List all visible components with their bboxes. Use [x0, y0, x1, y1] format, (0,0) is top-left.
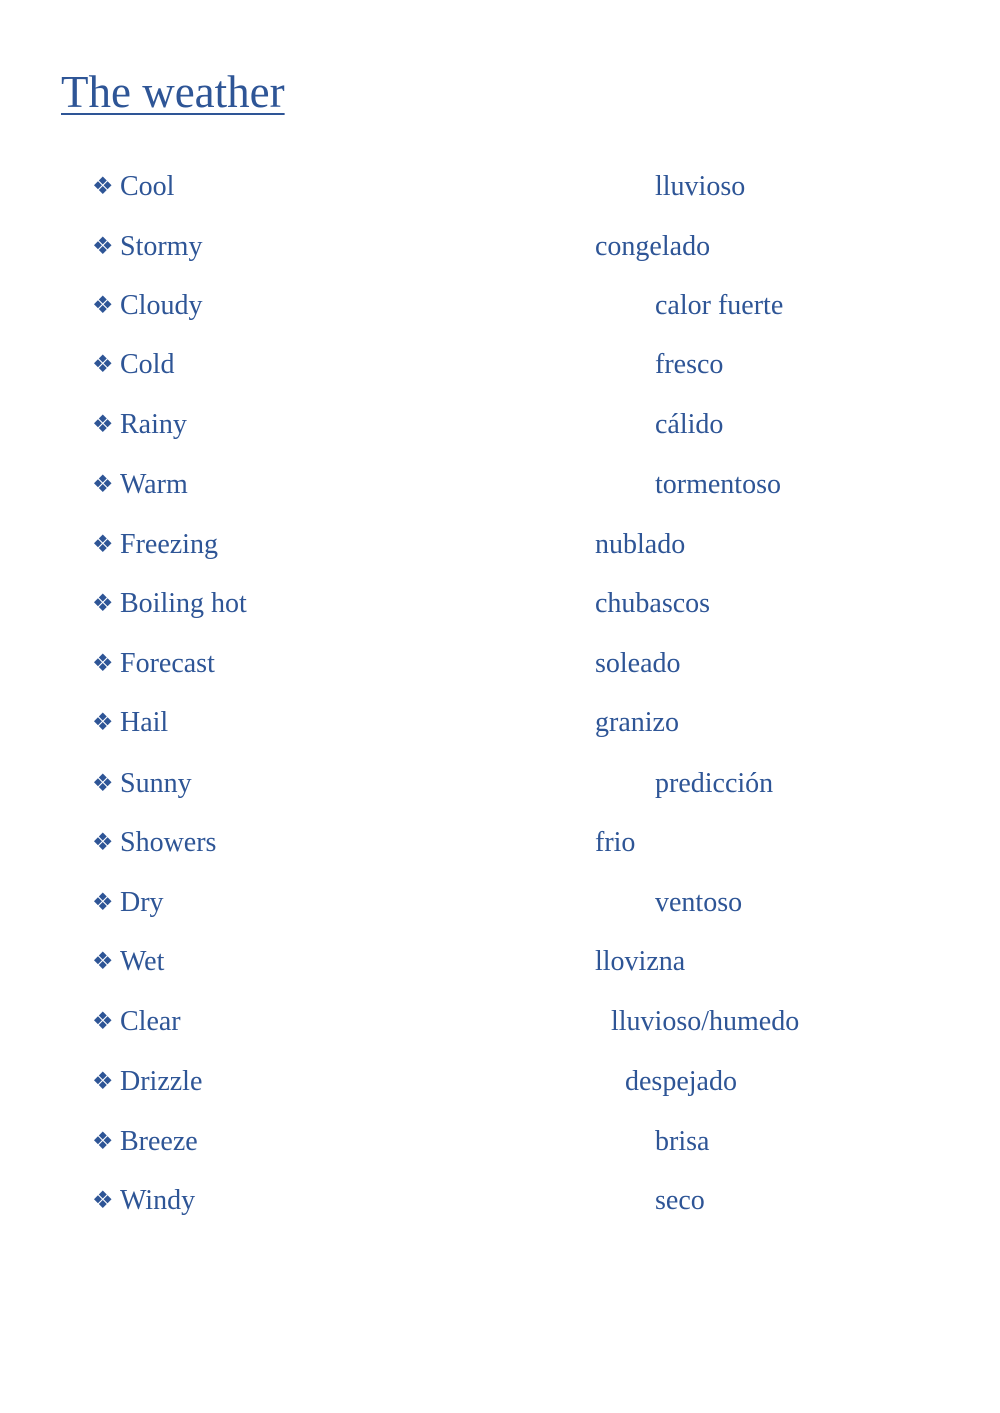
four-diamond-bullet-icon: ❖ — [92, 651, 114, 677]
list-item — [0, 938, 1000, 986]
english-term — [92, 580, 247, 628]
english-term — [92, 640, 215, 688]
english-term — [92, 282, 202, 330]
english-term — [92, 1118, 198, 1166]
english-term — [92, 938, 164, 986]
list-item — [0, 341, 1000, 389]
spanish-term: soleado — [595, 648, 681, 679]
spanish-term: chubascos — [595, 588, 711, 619]
english-word: Cool — [120, 171, 175, 202]
english-word: Showers — [120, 827, 217, 858]
four-diamond-bullet-icon: ❖ — [92, 1129, 114, 1155]
four-diamond-bullet-icon: ❖ — [92, 532, 114, 558]
spanish-term: despejado — [625, 1066, 737, 1097]
list-item — [0, 998, 1000, 1046]
list-item — [0, 640, 1000, 688]
spanish-term: llovizna — [595, 946, 686, 977]
spanish-term: lluvioso/humedo — [611, 1006, 800, 1037]
english-term — [92, 163, 174, 211]
english-word: Stormy — [120, 231, 203, 262]
spanish-term: predicción — [655, 768, 774, 799]
english-term — [92, 461, 188, 509]
four-diamond-bullet-icon: ❖ — [92, 1188, 114, 1214]
four-diamond-bullet-icon: ❖ — [92, 1009, 114, 1035]
list-item — [0, 401, 1000, 449]
four-diamond-bullet-icon: ❖ — [92, 1069, 114, 1095]
list-item — [0, 1058, 1000, 1106]
english-word: Freezing — [120, 529, 218, 560]
list-item — [0, 521, 1000, 569]
english-word: Sunny — [120, 768, 192, 799]
four-diamond-bullet-icon: ❖ — [92, 472, 114, 498]
spanish-term: calor fuerte — [655, 290, 784, 321]
four-diamond-bullet-icon: ❖ — [92, 412, 114, 438]
spanish-term: granizo — [595, 707, 679, 738]
english-word: Windy — [120, 1185, 196, 1216]
list-item — [0, 699, 1000, 747]
list-item — [0, 760, 1000, 808]
english-term — [92, 760, 192, 808]
english-word: Dry — [120, 887, 164, 918]
english-word: Cold — [120, 349, 175, 380]
four-diamond-bullet-icon: ❖ — [92, 174, 114, 200]
four-diamond-bullet-icon: ❖ — [92, 890, 114, 916]
spanish-term: tormentoso — [655, 469, 781, 500]
english-term — [92, 879, 164, 927]
english-term — [92, 401, 187, 449]
spanish-term: congelado — [595, 231, 711, 262]
english-term — [92, 341, 174, 389]
english-word: Cloudy — [120, 290, 203, 321]
english-term — [92, 521, 218, 569]
english-term — [92, 223, 202, 271]
four-diamond-bullet-icon: ❖ — [92, 710, 114, 736]
list-item — [0, 1177, 1000, 1225]
list-item — [0, 282, 1000, 330]
four-diamond-bullet-icon: ❖ — [92, 352, 114, 378]
four-diamond-bullet-icon: ❖ — [92, 293, 114, 319]
english-word: Clear — [120, 1006, 181, 1037]
four-diamond-bullet-icon: ❖ — [92, 591, 114, 617]
english-word: Drizzle — [120, 1066, 203, 1097]
list-item — [0, 879, 1000, 927]
list-item — [0, 580, 1000, 628]
page-title: The weather — [61, 67, 285, 117]
english-term — [92, 819, 216, 867]
spanish-term: cálido — [655, 409, 724, 440]
english-word: Rainy — [120, 409, 187, 440]
english-word: Hail — [120, 707, 169, 738]
spanish-term: frio — [595, 827, 636, 858]
spanish-term: nublado — [595, 529, 686, 560]
list-item — [0, 1118, 1000, 1166]
spanish-term: ventoso — [655, 887, 743, 918]
four-diamond-bullet-icon: ❖ — [92, 830, 114, 856]
spanish-term: fresco — [655, 349, 724, 380]
list-item — [0, 163, 1000, 211]
spanish-term: seco — [655, 1185, 705, 1216]
four-diamond-bullet-icon: ❖ — [92, 949, 114, 975]
english-word: Forecast — [120, 648, 215, 679]
list-item — [0, 819, 1000, 867]
english-word: Breeze — [120, 1126, 198, 1157]
list-item — [0, 461, 1000, 509]
english-word: Wet — [120, 946, 165, 977]
english-term — [92, 1177, 195, 1225]
spanish-term: brisa — [655, 1126, 710, 1157]
english-term — [92, 998, 181, 1046]
english-term — [92, 699, 168, 747]
four-diamond-bullet-icon: ❖ — [92, 234, 114, 260]
english-term — [92, 1058, 202, 1106]
english-word: Boiling hot — [120, 588, 247, 619]
spanish-term: lluvioso — [655, 171, 746, 202]
list-item — [0, 223, 1000, 271]
english-word: Warm — [120, 469, 188, 500]
four-diamond-bullet-icon: ❖ — [92, 771, 114, 797]
